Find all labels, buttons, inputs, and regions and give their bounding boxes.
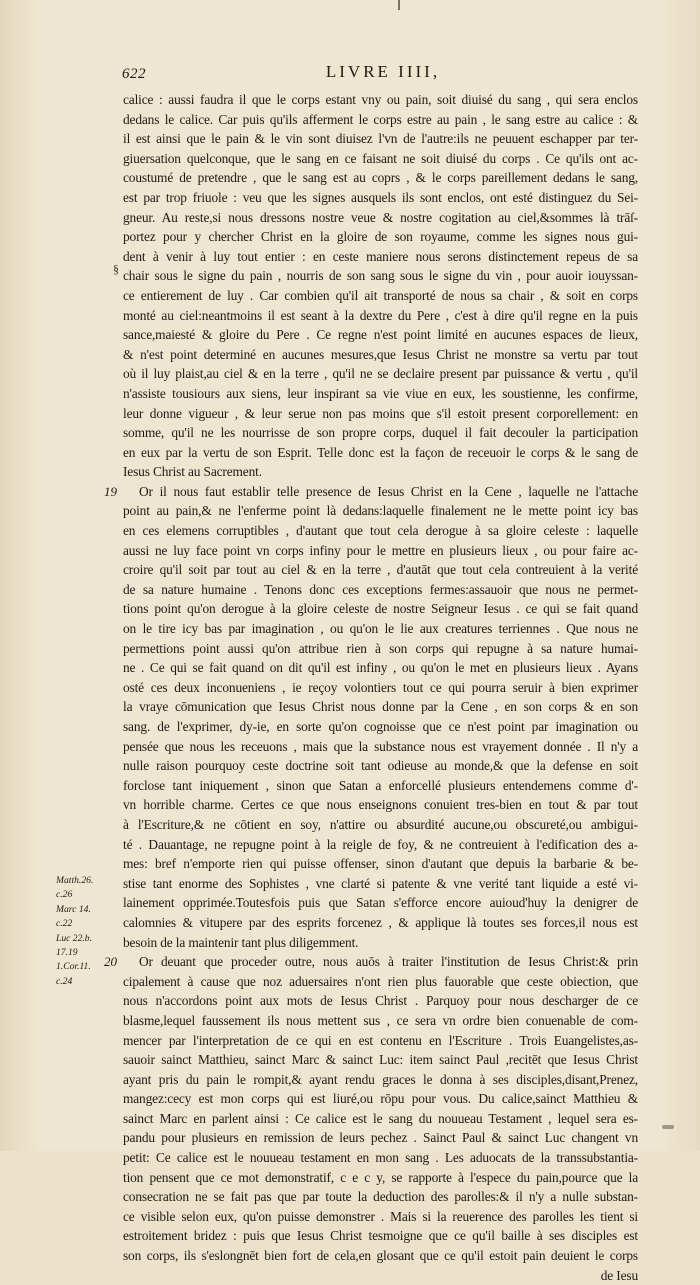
- text-line: sance,maiesté & gloire du Pere . Ce regne n'est point limité en aucunes espaces de lieux,: [123, 327, 638, 343]
- text-line: où il luy plaist,au ciel & en la terre , qu'il ne se declaire present par puissance & vertu , qu'il: [123, 366, 638, 382]
- text-line: leur donne vigueur , & leur serue non pas moins que s'il estoit present corporellement: en: [123, 405, 638, 421]
- running-title: LIVRE IIII,: [325, 62, 441, 81]
- page-header: [122, 62, 644, 84]
- text-line: Or il nous faut establir telle presence de Iesus Christ en la Cene , laquelle ne l'attache: [139, 483, 638, 499]
- text-line: on le tire icy bas par imagination , ou qu'on le lie aux creatures terriennes . Que nous ne: [123, 621, 638, 637]
- text-line: ne . Ce qui se fait quand on dit qu'il est infiny , ou qu'on le met en plusieurs lieux . Ayans: [123, 660, 638, 676]
- text-line: tions point qu'on derogue à la gloire celeste de nostre Seigneur Iesus . ce qui se fait quand: [123, 601, 638, 617]
- text-line: il est ainsi que le pain & le vin sont diuisez l'vn de l'autre:ils ne peuuent eschapper par ter-: [123, 131, 638, 147]
- text-line: dedans le calice. Car puis qu'ils afferment le corps estre au pain , le sang estre au calice : &: [123, 111, 638, 127]
- text-line: lainement opprimée.Toutesfois puis que Satan s'efforce encore auioud'huy la denigrer de: [123, 895, 638, 911]
- text-line: sauoir sainct Matthieu, sainct Marc & sainct Luc: item sainct Paul ,recitēt que Iesus Christ: [123, 1052, 638, 1068]
- main-text-block: [104, 90, 638, 1285]
- folio-number: 622: [122, 66, 146, 82]
- text-line: pensée que nous les receuons , mais que la substance nous est vrayement donnée . Il n'y a: [123, 738, 638, 754]
- marginal-references: [56, 874, 108, 989]
- text-line: ayant pris du pain le rompit,& ayant rendu graces le donna à ses disciples,disant,Prenez,: [123, 1071, 638, 1087]
- text-line: sainct Marc en parlent ainsi : Ce calice est le sang du nouueau Testament , lequel sera es-: [123, 1110, 638, 1126]
- text-line: calice : aussi faudra il que le corps estant vny ou pain, soit diuisé du sang , qui sera enclos: [123, 92, 638, 107]
- marginal-section-symbol: §: [113, 262, 119, 276]
- text-line: & n'est point determiné en aucunes mesures,que Iesus Christ ne monstre sa vertu par tout: [123, 346, 638, 362]
- text-line: point au pain,& ne l'enferme point là dedans:laquelle finalement ne le mette point icy bas: [123, 503, 638, 519]
- paragraph-number: 19: [104, 483, 117, 499]
- side-note: Marc 14.: [56, 903, 91, 915]
- text-line: petit: Ce calice est le nouueau testament en mon sang . Les aduocats de la transsubstantia-: [123, 1150, 638, 1166]
- text-line: estroitement bridez : puis que Iesus Christ tesmoigne que ce qu'il baille à ses disciples est: [123, 1228, 638, 1244]
- text-line: blasme,lequel faussement ils nous mettent sus , ce sera vn ordre bien conuenable de com-: [123, 1012, 638, 1028]
- text-line: ce entierement de luy . Car combien qu'il ait transporté de nous sa chair , & soit en corps: [123, 287, 638, 303]
- side-note: c.24: [56, 975, 73, 987]
- text-line: sang. de l'exprimer, dy-ie, en sorte qu'on cognoisse que ce n'est point par imagination ou: [123, 719, 638, 734]
- text-line: somme, qu'il ne les nourrisse de son propre corps, duquel il fait decouler la participation: [123, 425, 638, 441]
- side-note: c.22: [56, 918, 73, 930]
- text-line: vn horrible charme. Certes ce que nous enseignons conuient tres-bien en tout & par tout: [123, 797, 638, 813]
- text-line: chair sous le signe du pain , nourris de son sang sous le signe du vin , pour auoir iouyssan-: [123, 268, 638, 284]
- side-note: 17.19: [56, 947, 78, 959]
- ink-smudge: [662, 1125, 674, 1129]
- text-line: gneur. Au reste,si nous dressons nostre veue & nostre cogitation au ciel,&sommes là trāſ-: [123, 209, 638, 225]
- text-line: forclose tant iniquement , sinon que Satan a enforcellé plusieurs entendemens comme d'-: [123, 777, 638, 793]
- paragraph-number: 20: [104, 954, 117, 970]
- text-line: stise tant enorme des Sophistes , vne clarté si patente & vne verité tant liquide a esté vi-: [123, 875, 638, 891]
- text-line: la vraye cōmunication que Iesus Christ nous donne par la Cene , en son corps & en son: [123, 699, 638, 715]
- paragraph: [123, 90, 638, 482]
- text-line: mes: bref n'emporte rien qui puisse offenser, sinon d'autant que depuis la barbarie & be-: [123, 856, 638, 872]
- text-line: tion pensent que ce mot demonstratif, c e c y, se rapporte à l'espece du pain,pource que la: [123, 1169, 638, 1185]
- page-edge-mark: [398, 0, 400, 10]
- catchword: de Iesu: [600, 1267, 638, 1283]
- text-line: consecration ne se fait pas que par toute la deduction des parolles:& il n'y a nulle substan-: [123, 1189, 638, 1205]
- text-line: portez pour y chercher Christ en la gloire de son royaume, comme les signes nous gui-: [123, 229, 638, 245]
- text-line: n'assiste tousiours aux siens, leur inspirant sa vie viue en eux, les soustienne, les confirme,: [123, 385, 638, 401]
- side-note: Matth.26.: [56, 875, 94, 886]
- text-line: permettions point aussi qu'on attribue rien à son corps qui repugne à sa nature humai-: [123, 640, 638, 656]
- text-line: mencer par l'interpretation de ce qui en est contenu en l'Escriture . Trois Euangelistes,as-: [123, 1032, 638, 1048]
- text-line: besoin de la maintenir tant plus diligemment.: [123, 934, 359, 950]
- text-line: giuersation quelconque, que le sang en ce faisant ne soit diuisé du corps . Ce qu'ils ont ac-: [123, 150, 638, 166]
- text-line: de sa nature humaine . Tenons donc ces exceptions fermes:assauoir que nous ne permet-: [123, 581, 638, 597]
- text-line: monté au ciel:neantmoins il est seant à la dextre du Pere , c'est à dire qu'il regne en la puis: [123, 307, 638, 323]
- text-line: à l'Escriture,& ne cōtient en soy, n'attire ou absurdité aucune,ou obscureté,ou ambigui-: [123, 816, 638, 832]
- text-line: osté ces deux inconueniens , ie reçoy volontiers tout ce qui pourra seruir à bien exprimer: [123, 679, 638, 695]
- text-line: son corps, ils s'eslongnēt bien fort de cela,en glosant que ce qu'il estoit pain deuient le corps: [123, 1248, 638, 1264]
- text-line: est par trop friuole : veu que les signes ausquels ils sont enclos, ont esté distinguez du Sei-: [123, 189, 638, 205]
- text-line: croire qu'il soit par tout au ciel & en la terre , d'autāt que tout cela contreuient à la verité: [123, 562, 638, 578]
- text-line: en eux par la vertu de son Esprit. Telle donc est la façon de receuoir le corps & le sang de: [123, 444, 638, 460]
- side-note: c.26: [56, 889, 73, 901]
- text-line: ce visible selon eux, qu'on puisse demonstrer . Mais si la reuerence des parolles les tient si: [123, 1208, 638, 1224]
- text-line: pandu pour plusieurs en remission de leurs pechez . Sainct Paul & sainct Luc changent vn: [123, 1130, 638, 1146]
- text-line: mangez:cecy est mon corps qui est liuré,ou rōpu pour vous. Du calice,sainct Matthieu &: [123, 1091, 638, 1107]
- side-note: 1.Cor.11.: [56, 961, 91, 973]
- text-line: coustumé de pretendre , que le sang est au coprs , & le corps pareillement dedans le sang,: [123, 170, 638, 186]
- text-line: calomnies & vitupere par des esprits forcenez , & applique là toutes ses forces,il nous est: [123, 914, 638, 930]
- paragraph: [104, 482, 638, 952]
- text-line: cipalement à cause que noz aduersaires n'ont rien plus fauorable que ceste obiection, que: [123, 973, 638, 989]
- text-line: Iesus Christ au Sacrement.: [123, 464, 262, 480]
- text-line: Or deuant que proceder outre, nous auōs à traiter l'institution de Iesus Christ:& prin: [139, 954, 638, 970]
- paragraph: [104, 952, 638, 1285]
- text-line: nous n'accordons point aux mots de Iesus Christ . Parquoy pour nous descharger de ce: [123, 993, 638, 1009]
- text-line: dent à venir à luy tout entier : en ceste maniere nous serons distinctement repeus de sa: [123, 248, 638, 264]
- text-line: aussi ne luy face point vn corps infiny pour le mettre en plusieurs lieux , ou pour faire ac-: [123, 542, 638, 558]
- text-line: en ces elemens corruptibles , d'autant que tout cela derogue à sa gloire celeste : laquelle: [123, 523, 638, 539]
- side-note: Luc 22.b.: [56, 932, 92, 944]
- text-line: té . Dauantage, ne repugne point à la reigle de foy, & ne contreuient à l'edification des a-: [123, 836, 638, 852]
- text-line: nulle raison pourquoy ceste doctrine soit tant odieuse au monde,& que la defense en soit: [123, 758, 638, 774]
